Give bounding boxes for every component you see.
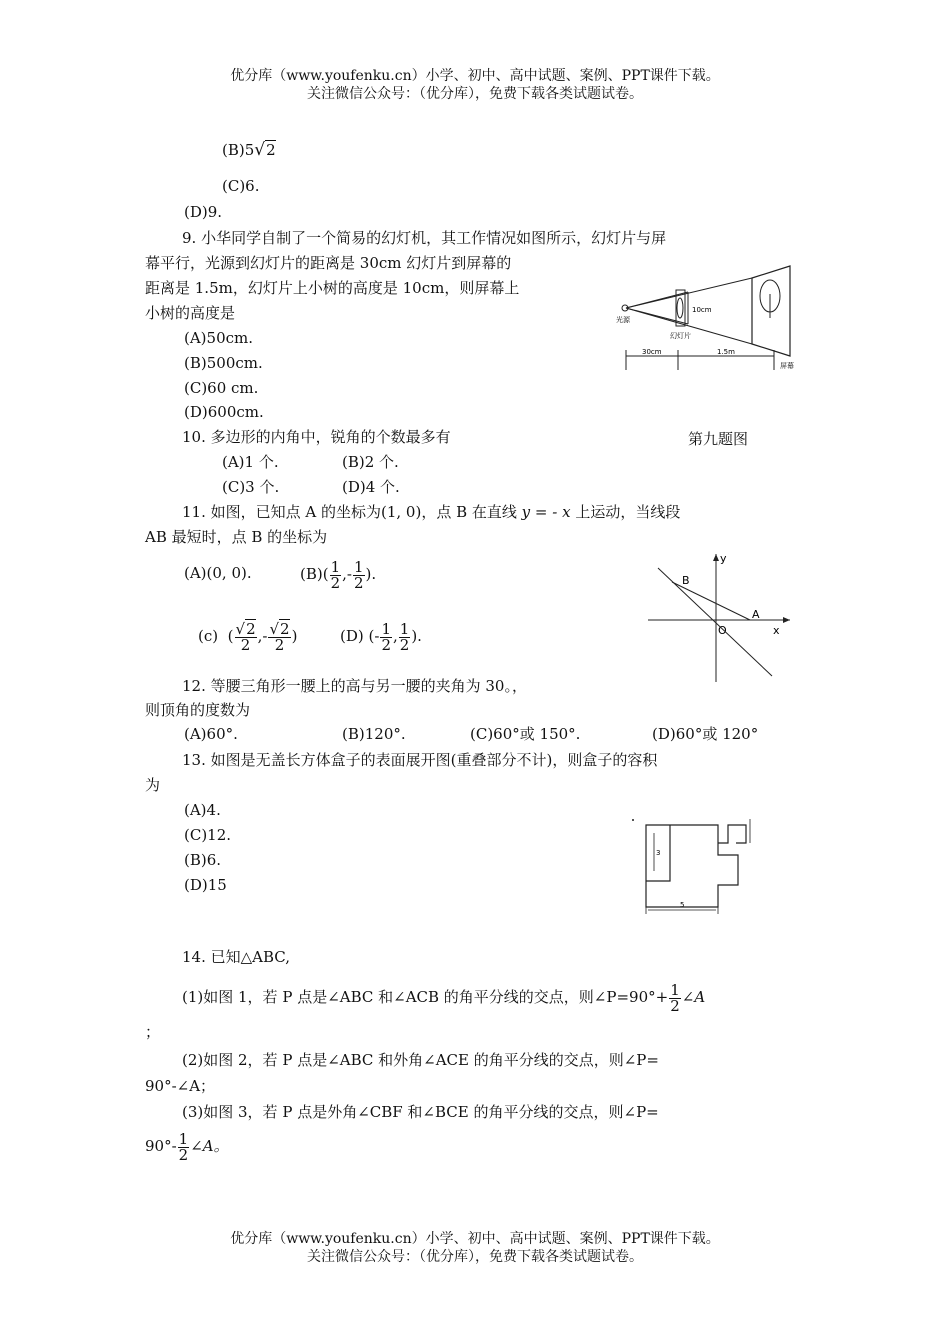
q8-option-d: (D)9. bbox=[184, 203, 223, 221]
q12-line-1: 12. 等腰三角形一腰上的高与另一腰的夹角为 30。， bbox=[182, 677, 527, 695]
footer-line-2: 关注微信公众号：（优分库），免费下载各类试题试卷。 bbox=[307, 1249, 643, 1265]
q8-option-b: (B)5√2 bbox=[222, 140, 276, 160]
header-line-2: 关注微信公众号：（优分库），免费下载各类试题试卷。 bbox=[307, 86, 643, 102]
q13-box-net-figure bbox=[628, 815, 758, 915]
q10-option-c: (C)3 个. bbox=[222, 478, 280, 496]
q14-part-1: (1)如图 1，若 P 点是∠ABC 和∠ACB 的角平分线的交点，则∠P=90°+ $\frac{1}{2}$ ∠A bbox=[182, 980, 706, 1015]
q12-option-c: (C)60°或 150°. bbox=[470, 725, 581, 743]
footer-line-1: 优分库（www.youfenku.cn）小学、初中、高中试题、案例、PPT课件下载。 bbox=[230, 1231, 720, 1247]
q11-option-b: (B)( $\frac{1}{2}$ ,- $\frac{1}{2}$ ). bbox=[300, 557, 377, 592]
q13-option-b: (B)6. bbox=[184, 851, 222, 869]
q9-option-b: (B)500cm. bbox=[184, 354, 263, 372]
q13-line-1: 13. 如图是无盖长方体盒子的表面展开图(重叠部分不计)，则盒子的容积 bbox=[182, 751, 658, 769]
q11-fig-point-a: A bbox=[752, 608, 760, 621]
q11-fig-y-label: y bbox=[720, 552, 727, 565]
q13-option-a: (A)4. bbox=[184, 801, 221, 819]
q11-line-equation: y = - x bbox=[521, 503, 571, 521]
q11-fig-x-label: x bbox=[773, 624, 780, 637]
q10-line-1: 10. 多边形的内角中，锐角的个数最多有 bbox=[182, 428, 451, 446]
q13-fig-height-label: 3 bbox=[656, 849, 661, 857]
q9-option-a: (A)50cm. bbox=[184, 329, 254, 347]
q9-fig-source-label: 光源 bbox=[616, 316, 630, 324]
q13-line-2: 为 bbox=[145, 776, 161, 794]
q8-option-c: (C)6. bbox=[222, 177, 260, 195]
q12-option-d: (D)60°或 120° bbox=[652, 725, 759, 743]
q12-line-2: 则顶角的度数为 bbox=[145, 701, 251, 719]
q9-line-2: 幕平行，光源到幻灯片的距离是 30cm 幻灯片到屏幕的 bbox=[145, 254, 512, 272]
q12-option-b: (B)120°. bbox=[342, 725, 406, 743]
q9-line-1: 9. 小华同学自制了一个简易的幻灯机，其工作情况如图所示，幻灯片与屏 bbox=[182, 229, 667, 247]
q14-part-1-semicolon: ； bbox=[145, 1023, 161, 1041]
q9-option-d: (D)600cm. bbox=[184, 403, 264, 421]
q11-fig-point-b: B bbox=[682, 574, 690, 587]
q14-part-2-line-1: (2)如图 2，若 P 点是∠ABC 和外角∠ACE 的角平分线的交点，则∠P= bbox=[182, 1051, 659, 1069]
q10-option-d: (D)4 个. bbox=[342, 478, 400, 496]
q14-part-2-line-2: 90°-∠A； bbox=[145, 1077, 216, 1095]
q11-line-2: AB 最短时，点 B 的坐标为 bbox=[145, 528, 328, 546]
q11-option-a: (A)(0, 0). bbox=[184, 564, 252, 582]
q9-fig-screen-label: 屏幕 bbox=[780, 362, 794, 370]
q14-part-3-line-2: 90°- $\frac{1}{2}$ ∠A。 bbox=[145, 1129, 229, 1164]
q9-figure-caption: 第九题图 bbox=[688, 430, 749, 448]
q12-option-a: (A)60°. bbox=[184, 725, 238, 743]
q9-fig-d2-label: 1.5m bbox=[717, 348, 735, 356]
q11-option-c: (c) ( $\frac{√2}{2}$ ,- $\frac{√2}{2}$ ) bbox=[198, 619, 298, 654]
q9-option-c: (C)60 cm. bbox=[184, 379, 259, 397]
q9-fig-slide-label: 幻灯片 bbox=[670, 332, 691, 340]
q11-option-d: (D) (- $\frac{1}{2}$ , $\frac{1}{2}$ ). bbox=[340, 619, 422, 654]
q13-option-c: (C)12. bbox=[184, 826, 232, 844]
q11-fig-origin-label: O bbox=[718, 624, 727, 637]
q13-fig-width-label: 5 bbox=[680, 901, 685, 909]
q9-line-4: 小树的高度是 bbox=[145, 304, 236, 322]
q11-line-1: 11. 如图，已知点 A 的坐标为(1, 0)，点 B 在直线 y = - x 上运动，当线段 bbox=[182, 503, 681, 521]
q10-option-a: (A)1 个. bbox=[222, 453, 279, 471]
q9-fig-d1-label: 30cm bbox=[642, 348, 662, 356]
q11-coordinate-figure bbox=[640, 548, 800, 688]
q13-option-d: (D)15 bbox=[184, 876, 227, 894]
header-line-1: 优分库（www.youfenku.cn）小学、初中、高中试题、案例、PPT课件下载。 bbox=[230, 68, 720, 84]
q14-part-3-line-1: (3)如图 3，若 P 点是外角∠CBF 和∠BCE 的角平分线的交点，则∠P= bbox=[182, 1103, 659, 1121]
q10-option-b: (B)2 个. bbox=[342, 453, 399, 471]
q9-line-3: 距离是 1.5m，幻灯片上小树的高度是 10cm，则屏幕上 bbox=[145, 279, 520, 297]
q14-line-1: 14. 已知△ABC, bbox=[182, 948, 291, 966]
q9-projector-figure bbox=[612, 258, 807, 373]
q9-fig-height-label: 10cm bbox=[692, 306, 712, 314]
